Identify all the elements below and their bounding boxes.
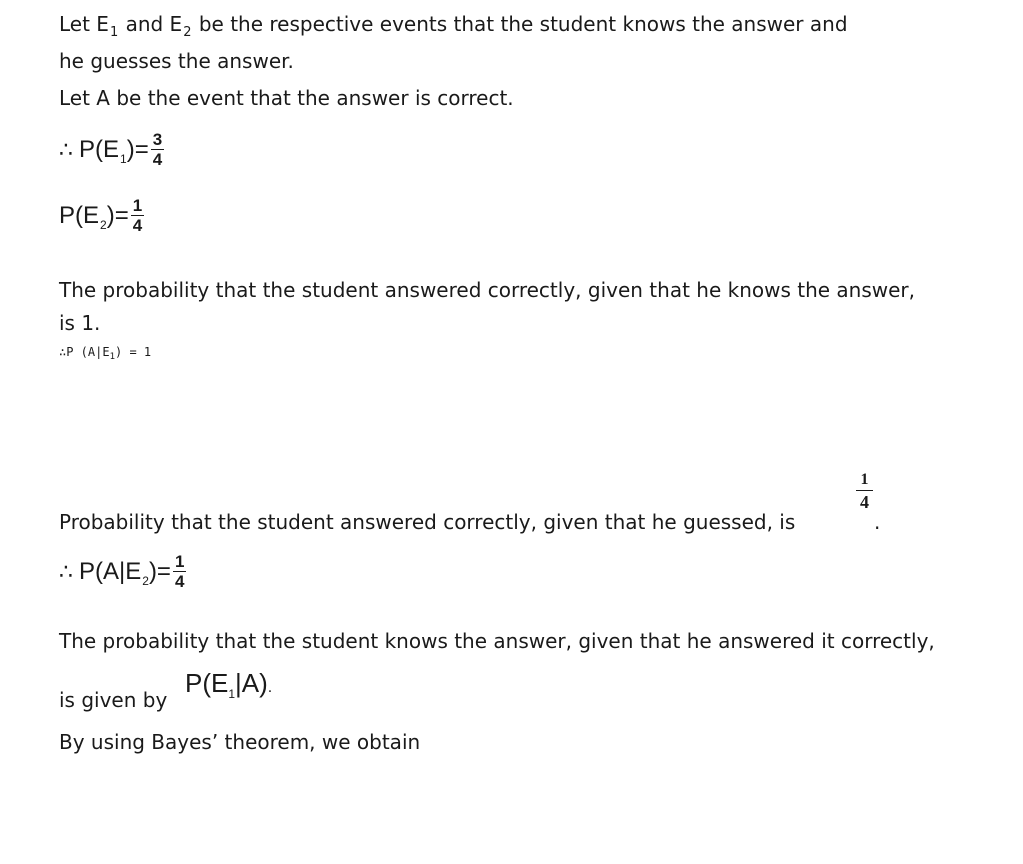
bayes-line: By using Bayes’ theorem, we obtain <box>59 730 421 754</box>
equation-p-a-given-e2: ∴ $P(A|E_2)=$ $\frac{1}{4}$ <box>59 552 185 591</box>
fraction: $\frac{3}{4}$ <box>152 130 163 169</box>
fraction: $\frac{1}{4}$ <box>174 552 185 591</box>
guessed-line: Probability that the student answered correctly, given that he guessed, is <box>59 510 796 534</box>
equation-p-e2: $P(E_2)=$ $\frac{1}{4}$ <box>59 196 143 235</box>
guessed-line-end: . <box>874 510 881 534</box>
intro-line-3: Let A be the event that the answer is correct. <box>59 86 514 110</box>
fraction: $\frac{1}{4}$ <box>132 196 143 235</box>
equation-p-a-given-e1: ∴P $(A|E_1) = 1$ <box>59 345 152 362</box>
posterior-line-2: is given by <box>59 688 168 712</box>
knows-line-1: The probability that the student answered correctly, given that he knows the answer, <box>59 278 916 302</box>
intro-line-2: he guesses the answer. <box>59 49 294 73</box>
knows-line-2: is 1. <box>59 311 101 335</box>
inline-fraction: $\frac{1}{4}$ <box>856 470 873 513</box>
posterior-line-1: The probability that the student knows the answer, given that he answered it correctly, <box>59 629 935 653</box>
equation-p-e1: ∴ $P(E_1)=$ $\frac{3}{4}$ <box>59 130 163 169</box>
expression-p-e1-given-a: $P(E_1|A)$. <box>185 668 273 701</box>
intro-line-1: Let $E_1$ and $E_2$ be the respective events that the student knows the answer and <box>59 12 848 40</box>
